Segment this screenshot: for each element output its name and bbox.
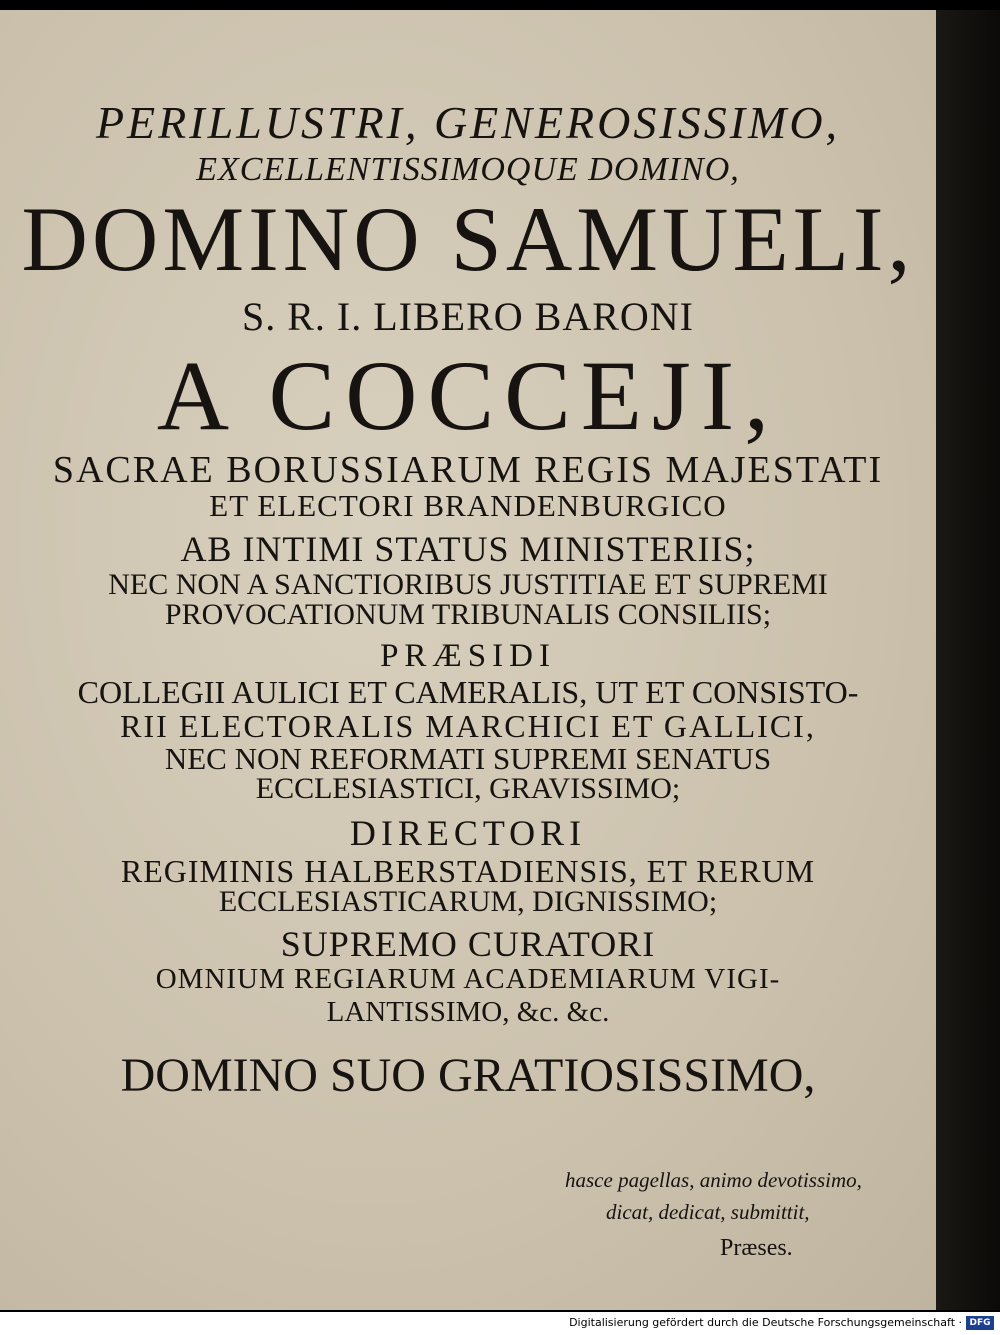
text-line-6: SACRAE BORUSSIARUM REGIS MAJESTATI: [52, 449, 884, 491]
text-line-17: REGIMINIS HALBERSTADIENSIS, ET RERUM: [120, 853, 816, 889]
text-line-19: SUPREMO CURATORI: [280, 924, 656, 964]
text-line-9: NEC NON A SANCTIORIBUS JUSTITIAE ET SUPREMI: [108, 568, 828, 601]
text-line-14: NEC NON REFORMATI SUPREMI SENATUS: [164, 741, 772, 776]
text-line-16: DIRECTORI: [349, 813, 587, 853]
text-line-7: ET ELECTORI BRANDENBURGICO: [209, 488, 727, 523]
scanned-page: [0, 10, 936, 1310]
text-line-12: COLLEGII AULICI ET CAMERALIS, UT ET CONSISTO-: [77, 674, 859, 710]
heading-surname: A COCCEJI,: [156, 340, 780, 451]
heading-title: S. R. I. LIBERO BARONI: [241, 294, 695, 339]
text-line-10: PROVOCATIONUM TRIBUNALIS CONSILIIS;: [164, 598, 772, 631]
dedication-signature: Præses.: [720, 1235, 793, 1261]
text-line-20: OMNIUM REGIARUM ACADEMIARUM VIGI-: [155, 963, 781, 995]
heading-name: DOMINO SAMUELI,: [21, 188, 915, 290]
text-line-21: LANTISSIMO, &c. &c.: [326, 996, 610, 1028]
dfg-logo-icon: DFG: [966, 1316, 994, 1330]
heading-line-2: EXCELLENTISSIMOQUE DOMINO,: [196, 151, 740, 188]
heading-line-1: PERILLUSTRI, GENEROSISSIMO,: [95, 97, 841, 148]
text-line-15: ECCLESIASTICI, GRAVISSIMO;: [255, 772, 681, 805]
scan-border: [936, 10, 1000, 1310]
dedication-line-2: dicat, dedicat, submittit,: [606, 1200, 810, 1224]
footer-bar: [0, 1312, 1000, 1335]
text-line-18: ECCLESIASTICARUM, DIGNISSIMO;: [218, 885, 718, 918]
funding-notice: Digitalisierung gefördert durch die Deutsche Forschungsgemeinschaft ·: [569, 1316, 962, 1329]
text-line-11: PRÆSIDI: [380, 638, 556, 674]
dedication-line-1: hasce pagellas, animo devotissimo,: [565, 1168, 862, 1192]
text-line-8: AB INTIMI STATUS MINISTERIIS;: [180, 529, 756, 569]
text-line-13: RII ELECTORALIS MARCHICI ET GALLICI,: [120, 708, 816, 744]
text-line-22: DOMINO SUO GRATIOSISSIMO,: [120, 1049, 816, 1102]
